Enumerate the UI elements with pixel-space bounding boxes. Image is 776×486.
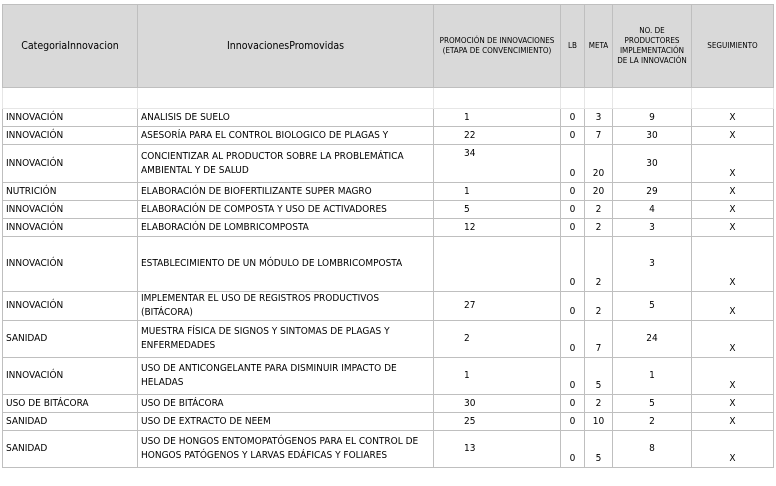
cell-categoria[interactable]: INNOVACIÓN	[3, 292, 138, 321]
cell-seguimiento[interactable]: X	[692, 292, 774, 321]
cell-productores[interactable]: 3	[613, 219, 692, 237]
header-innovaciones[interactable]: InnovacionesPromovidas	[138, 5, 434, 88]
cell-seguimiento[interactable]: X	[692, 237, 774, 292]
cell-promocion[interactable]	[434, 237, 561, 292]
cell-meta[interactable]: 2	[585, 219, 613, 237]
cell-categoria[interactable]: USO DE BITÁCORA	[3, 395, 138, 413]
cell-lb[interactable]: 0	[561, 292, 585, 321]
cell-promocion[interactable]: 27	[434, 292, 561, 321]
cell-lb[interactable]: 0	[561, 358, 585, 395]
header-meta[interactable]: META	[585, 5, 613, 88]
cell-productores[interactable]: 30	[613, 145, 692, 183]
table-row	[3, 109, 774, 127]
cell-innovacion[interactable]: USO DE EXTRACTO DE NEEM	[138, 413, 434, 431]
cell-productores[interactable]: 9	[613, 109, 692, 127]
cell-innovacion[interactable]: ELABORACIÓN DE COMPOSTA Y USO DE ACTIVADORES	[138, 201, 434, 219]
cell-innovacion[interactable]: USO DE HONGOS ENTOMOPATÓGENOS PARA EL CONTROL DE HONGOS PATÓGENOS Y LARVAS EDÁFICAS Y FOLIARES	[138, 431, 434, 468]
cell-productores[interactable]: 24	[613, 321, 692, 358]
cell-productores[interactable]: 29	[613, 183, 692, 201]
cell-productores[interactable]: 2	[613, 413, 692, 431]
cell-meta[interactable]: 10	[585, 413, 613, 431]
cell-meta[interactable]: 2	[585, 201, 613, 219]
cell-seguimiento[interactable]: X	[692, 127, 774, 145]
cell-lb[interactable]: 0	[561, 219, 585, 237]
cell-categoria[interactable]: INNOVACIÓN	[3, 145, 138, 183]
cell-innovacion[interactable]: USO DE BITÁCORA	[138, 395, 434, 413]
cell-lb[interactable]: 0	[561, 431, 585, 468]
cell-seguimiento[interactable]: X	[692, 321, 774, 358]
empty-cell[interactable]	[3, 88, 138, 109]
empty-cell[interactable]	[138, 88, 434, 109]
cell-meta[interactable]: 20	[585, 183, 613, 201]
cell-innovacion[interactable]: USO DE ANTICONGELANTE PARA DISMINUIR IMPACTO DE HELADAS	[138, 358, 434, 395]
cell-lb[interactable]: 0	[561, 145, 585, 183]
cell-meta[interactable]: 20	[585, 145, 613, 183]
cell-lb[interactable]: 0	[561, 183, 585, 201]
table-row	[3, 413, 774, 431]
table-row	[3, 292, 774, 321]
cell-productores[interactable]: 3	[613, 237, 692, 292]
table-row	[3, 395, 774, 413]
header-categoria[interactable]: CategoriaInnovacion	[3, 5, 138, 88]
cell-categoria[interactable]: SANIDAD	[3, 431, 138, 468]
table-row	[3, 183, 774, 201]
cell-seguimiento[interactable]: X	[692, 201, 774, 219]
header-row	[3, 5, 774, 88]
cell-promocion[interactable]: 22	[434, 127, 561, 145]
cell-promocion[interactable]: 25	[434, 413, 561, 431]
cell-promocion[interactable]: 5	[434, 201, 561, 219]
cell-meta[interactable]: 5	[585, 431, 613, 468]
cell-productores[interactable]: 8	[613, 431, 692, 468]
cell-meta[interactable]: 3	[585, 109, 613, 127]
header-seguimiento[interactable]: SEGUIMIENTO	[692, 5, 774, 88]
header-promocion[interactable]: PROMOCIÓN DE INNOVACIONES (ETAPA DE CONVENCIMIENTO)	[434, 5, 561, 88]
cell-categoria[interactable]: SANIDAD	[3, 413, 138, 431]
cell-lb[interactable]: 0	[561, 127, 585, 145]
header-productores[interactable]: NO. DE PRODUCTORES IMPLEMENTACIÓN DE LA INNOVACIÓN	[613, 5, 692, 88]
cell-seguimiento[interactable]: X	[692, 431, 774, 468]
cell-meta[interactable]: 2	[585, 237, 613, 292]
empty-cell[interactable]	[613, 88, 692, 109]
cell-seguimiento[interactable]: X	[692, 395, 774, 413]
cell-lb[interactable]: 0	[561, 395, 585, 413]
cell-seguimiento[interactable]: X	[692, 109, 774, 127]
cell-categoria[interactable]: INNOVACIÓN	[3, 358, 138, 395]
cell-categoria[interactable]: INNOVACIÓN	[3, 127, 138, 145]
cell-promocion[interactable]: 1	[434, 358, 561, 395]
innovations-table	[2, 4, 774, 468]
cell-lb[interactable]: 0	[561, 109, 585, 127]
cell-innovacion[interactable]: ASESORÍA PARA EL CONTROL BIOLOGICO DE PLAGAS Y	[138, 127, 434, 145]
cell-promocion[interactable]: 34	[434, 145, 561, 183]
table-row	[3, 358, 774, 395]
empty-cell[interactable]	[561, 88, 585, 109]
table-row	[3, 127, 774, 145]
cell-categoria[interactable]: INNOVACIÓN	[3, 201, 138, 219]
cell-categoria[interactable]: INNOVACIÓN	[3, 237, 138, 292]
cell-meta[interactable]: 2	[585, 292, 613, 321]
cell-promocion[interactable]: 2	[434, 321, 561, 358]
cell-innovacion[interactable]: MUESTRA FÍSICA DE SIGNOS Y SINTOMAS DE PLAGAS Y ENFERMEDADES	[138, 321, 434, 358]
cell-productores[interactable]: 4	[613, 201, 692, 219]
table-row	[3, 201, 774, 219]
cell-categoria[interactable]: NUTRICIÓN	[3, 183, 138, 201]
cell-promocion[interactable]: 13	[434, 431, 561, 468]
empty-cell[interactable]	[692, 88, 774, 109]
cell-lb[interactable]: 0	[561, 201, 585, 219]
empty-cell[interactable]	[434, 88, 561, 109]
cell-promocion[interactable]: 1	[434, 183, 561, 201]
cell-promocion[interactable]: 1	[434, 109, 561, 127]
cell-productores[interactable]: 5	[613, 395, 692, 413]
cell-innovacion[interactable]: IMPLEMENTAR EL USO DE REGISTROS PRODUCTIVOS (BITÁCORA)	[138, 292, 434, 321]
cell-seguimiento[interactable]: X	[692, 358, 774, 395]
cell-categoria[interactable]: INNOVACIÓN	[3, 109, 138, 127]
cell-promocion[interactable]: 12	[434, 219, 561, 237]
cell-seguimiento[interactable]: X	[692, 145, 774, 183]
cell-lb[interactable]: 0	[561, 413, 585, 431]
cell-productores[interactable]: 30	[613, 127, 692, 145]
cell-categoria[interactable]: INNOVACIÓN	[3, 219, 138, 237]
cell-innovacion[interactable]: ESTABLECIMIENTO DE UN MÓDULO DE LOMBRICOMPOSTA	[138, 237, 434, 292]
cell-productores[interactable]: 1	[613, 358, 692, 395]
cell-seguimiento[interactable]: X	[692, 183, 774, 201]
cell-meta[interactable]: 5	[585, 358, 613, 395]
cell-categoria[interactable]: SANIDAD	[3, 321, 138, 358]
cell-lb[interactable]: 0	[561, 237, 585, 292]
cell-productores[interactable]: 5	[613, 292, 692, 321]
table-row	[3, 431, 774, 468]
cell-promocion[interactable]: 30	[434, 395, 561, 413]
cell-lb[interactable]: 0	[561, 321, 585, 358]
cell-meta[interactable]: 2	[585, 395, 613, 413]
table-row	[3, 219, 774, 237]
cell-innovacion[interactable]: ANALISIS DE SUELO	[138, 109, 434, 127]
cell-seguimiento[interactable]: X	[692, 219, 774, 237]
cell-innovacion[interactable]: ELABORACIÓN DE BIOFERTILIZANTE SUPER MAGRO	[138, 183, 434, 201]
cell-meta[interactable]: 7	[585, 321, 613, 358]
empty-row	[3, 88, 774, 109]
table-row	[3, 237, 774, 292]
table-row	[3, 321, 774, 358]
cell-seguimiento[interactable]: X	[692, 413, 774, 431]
cell-innovacion[interactable]: ELABORACIÓN DE LOMBRICOMPOSTA	[138, 219, 434, 237]
empty-cell[interactable]	[585, 88, 613, 109]
table-row	[3, 145, 774, 183]
cell-meta[interactable]: 7	[585, 127, 613, 145]
header-lb[interactable]: LB	[561, 5, 585, 88]
cell-innovacion[interactable]: CONCIENTIZAR AL PRODUCTOR SOBRE LA PROBLEMÁTICA AMBIENTAL Y DE SALUD	[138, 145, 434, 183]
